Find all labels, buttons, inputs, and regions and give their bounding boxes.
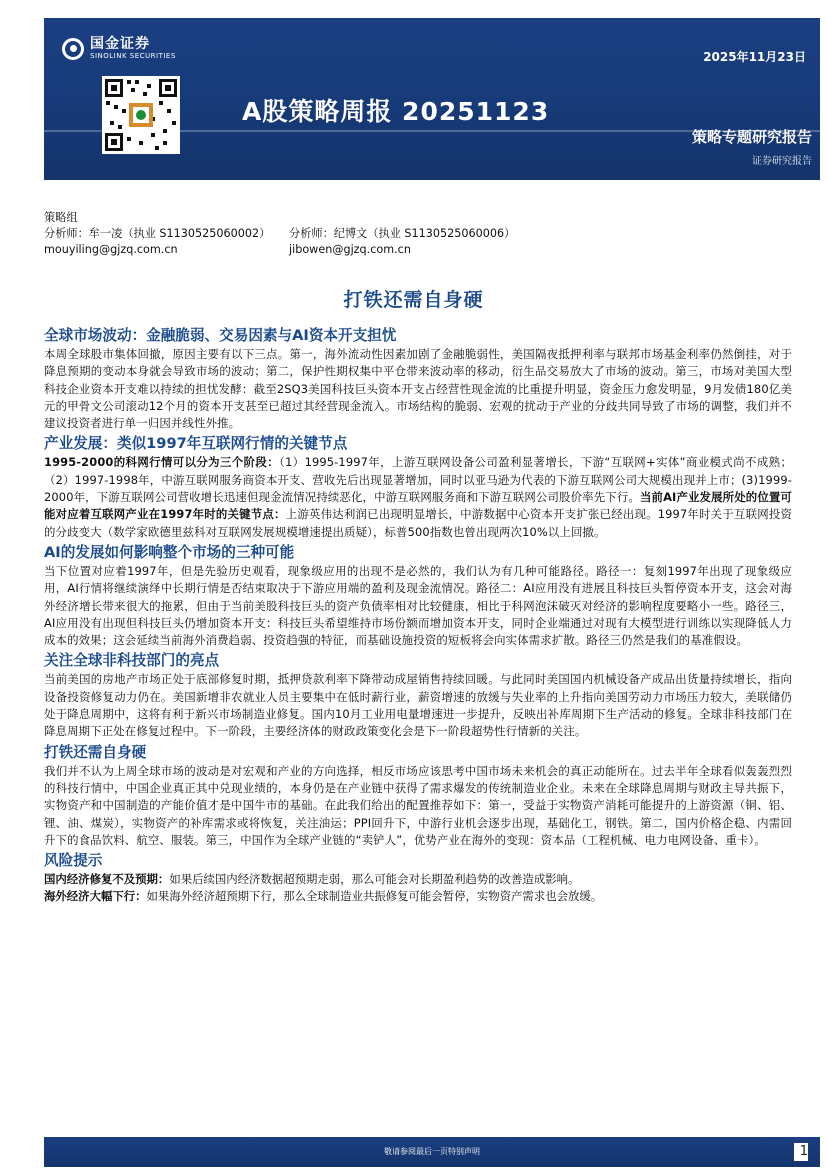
section-paragraph: 当前美国的房地产市场正处于底部修复时期，抵押贷款利率下降带动成屋销售持续回暖。与此同时美国国内机械设备产成品出货量持续增长，指向设备投资修复动力仍在。美国新增非农就业人员主要集中在低时薪行业，薪资增速的放缓与失业率的上升指向美国劳动力市场压力较大，美联储仍处于降息周期中，这将有利于新兴市场制造业修复。国内10月工业用电量增速进一步提升，反映出补库周期下生产活动的修复。全球非科技部门在降息周期下正处在修复过程中。下一阶段，主要经济体的财政政策变化会是下一阶段超势性行情新的关注。 [44, 672, 792, 739]
risk-title: 风险提示 [44, 852, 103, 870]
section-paragraph: 当下位置对应着1997年，但是先验历史观看，现象级应用的出现不是必然的，我们认为有几种可能路径。路径一：复刻1997年出现了现象级应用，AI行情将继续演绎中长期行情是否结束取决于下游应用端的盈利及现金流情况。路径二：AI应用没有进展且科技巨头暂停资本开支，这会对海外经济增长带来很大的拖累，但由于当前美股科技巨头的资产负债率相对比较健康，相比于科网泡沫破灭对经济的影响程度要略小一些。路径三，AI应用没有出现但科技巨头仍增加资本开支：科技巨头希望维持市场份额而增加资本开支，同时企业端通过对现有大模型进行训练以实现降低人力成本的效果；这会延续当前海外消费趋弱、投资趋强的特征，而基础设施投资的短板将会向实体需求扩散。路径三仍然是我们的基准假设。 [44, 563, 792, 648]
risk-label: 海外经济大幅下行： [44, 889, 147, 904]
risk-item [44, 888, 792, 905]
report-date: 2025年11月23日 [703, 50, 806, 64]
page-number: 1 [794, 1143, 808, 1161]
analyst-group: 策略组 [44, 211, 78, 224]
analyst-1: 分析师：牟一凌（执业 S1130525060002） [44, 227, 271, 240]
report-subtype: 证券研究报告 [752, 156, 812, 167]
paragraph-text: （1）1995-1997年，上游互联网设备公司盈利显著增长，下游“互联网+实体”商业模式尚不成熟；（2）1997-1998年，中游互联网服务商资本开支、营收先后出现显著增加，同时以亚马逊为代表的下游互联网公司大规模出现并上市；(3)1999-2000年，下游互联网公司营收增长迅速但现金流情况持续恶化，中游互联网服务商和下游互联网公司股价率先下行。 [44, 455, 792, 505]
section-title: 打铁还需自身硬 [44, 743, 147, 761]
main-title: 打铁还需自身硬 [343, 289, 484, 311]
risk-text: 如果后续国内经济数据超预期走弱，那么可能会对长期盈利趋势的改善造成影响。 [169, 872, 580, 887]
report-body [44, 326, 792, 906]
logo-english-name: SINOLINK SECURITIES [90, 52, 176, 60]
analyst-2: 分析师：纪博文（执业 S1130525060006） [289, 227, 516, 240]
analyst-1-email[interactable]: mouyiling@gjzq.com.cn [44, 243, 178, 256]
section-title: AI的发展如何影响整个市场的三种可能 [44, 543, 295, 561]
section-title: 关注全球非科技部门的亮点 [44, 652, 220, 670]
section-paragraph: 我们并不认为上周全球市场的波动是对宏观和产业的方向选择，相反市场应该思考中国市场未来机会的真正动能所在。过去半年全球看似轰轰烈烈的科技行情中，中国企业真正其中兑现业绩的，本身仍是在产业链中获得了需求爆发的传统制造业企业。未来在全球降息周期与财政主导共振下，实物资产和中国制造的产能价值才是中国牛市的基础。在此我们给出的配置推荐如下：第一，受益于实物资产消耗可能提升的上游资源（铜、铝、锂、油、煤炭），实物资产的补库需求或将恢复，关注油运；PPI回升下，中游行业机会逐步出现，基础化工，钢铁。第二，国内价格企稳、内需回升下的食品饮料、航空、服装。第三，中国作为全球产业链的“卖铲人”，优势产业在海外的变现：资本品（工程机械、电力电网设备、重卡）。 [44, 763, 792, 847]
section-title: 全球市场波动：金融脆弱、交易因素与AI资本开支担忧 [44, 327, 397, 344]
risk-text: 如果海外经济超预期下行，那么全球制造业共振修复可能会暂停，实物资产需求也会放缓。 [146, 889, 603, 904]
risk-label: 国内经济修复不及预期： [44, 872, 170, 887]
logo-circle-icon [62, 38, 84, 60]
section-title: 产业发展：类似1997年互联网行情的关键节点 [44, 435, 348, 453]
report-footer [44, 1137, 820, 1167]
qr-code-icon [102, 76, 180, 154]
section-paragraph [44, 454, 792, 540]
bold-lead: 1995-2000的科网行情可以分为三个阶段： [44, 455, 280, 470]
analyst-info [44, 210, 804, 258]
section-paragraph: 本周全球股市集体回撤，原因主要有以下三点。第一，海外流动性因素加剧了金融脆弱性，美国隔夜抵押利率与联邦市场基金利率仍然倒挂，对于降息预期的变动本身就会导致市场的波动；第二，保护性期权集中平仓带来波动率的移动，衍生品交易放大了市场的波动。第三，市场对美国大型科技企业资本开支难以持续的担忧发酵：截至2SQ3美国科技巨头资本开支占经营性现金流的比重提升明显，资金压力愈发明显，9月发债180亿美元的甲骨文公司滚动12个月的资本开支甚至已超过其经营现金流入。市场结构的脆弱、宏观的扰动于产业的分歧共同导致了市场的调整，我们并不建议投资者进行单一归因并线性外推。 [44, 347, 792, 431]
footer-disclaimer: 敬请参阅最后一页特别声明 [384, 1147, 480, 1156]
risk-item [44, 871, 792, 888]
report-title: A股策略周报 20251123 [242, 97, 550, 126]
bold-lead: 当前AI产业发展所处的位置可能对应着互联网产业在1997年时的关键节点： [44, 490, 793, 522]
company-logo [62, 36, 176, 61]
report-type: 策略专题研究报告 [691, 128, 812, 146]
logo-name: 国金证券 [90, 36, 150, 52]
paragraph-text: 上游英伟达利润已出现明显增长，中游数据中心资本开支扩张已经出现。1997年时关于互联网投资的分歧变大（数学家欧德里兹科对互联网发展规模增速提出质疑），标普500指数也曾出现两次10%以上回撤。 [44, 507, 792, 539]
analyst-2-email[interactable]: jibowen@gjzq.com.cn [289, 243, 411, 256]
report-header [44, 18, 820, 180]
